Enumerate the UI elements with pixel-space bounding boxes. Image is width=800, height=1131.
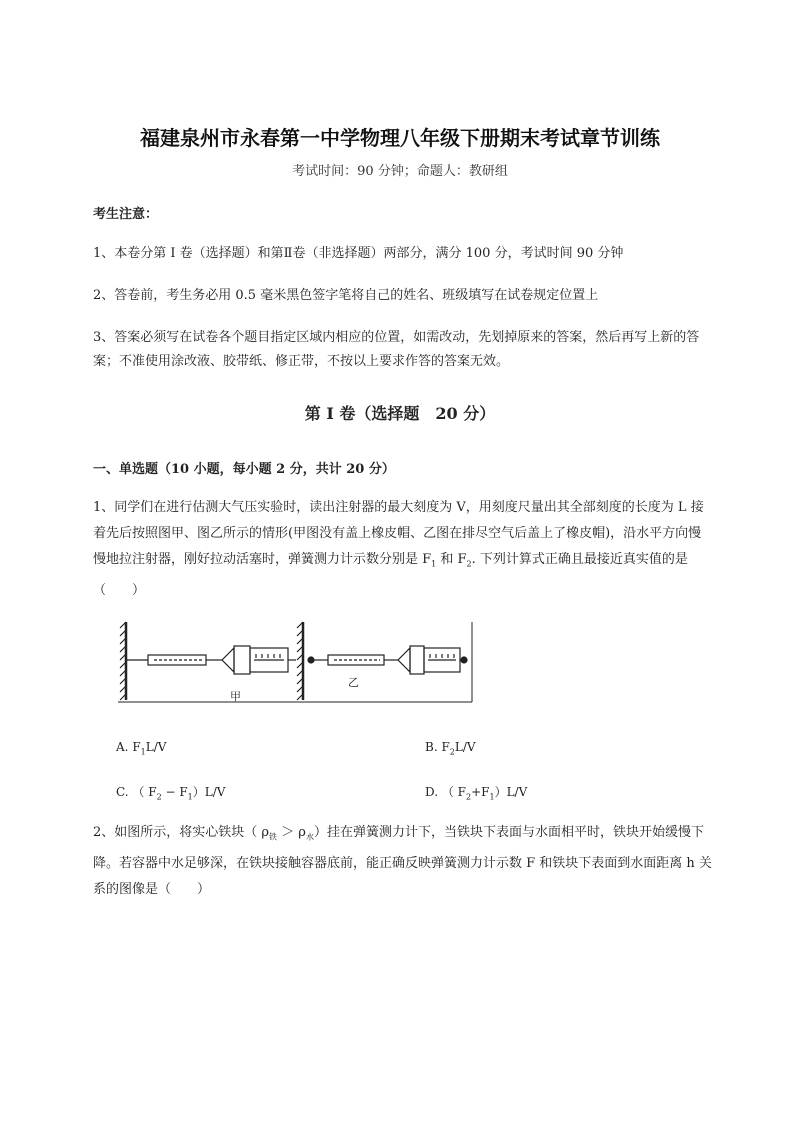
notice-item-1: 1、本卷分第 I 卷（选择题）和第Ⅱ卷（非选择题）两部分，满分 100 分，考试时间 90 分钟 (93, 246, 624, 261)
option-b[interactable] (425, 740, 476, 756)
option-c-sub-2: 1 (187, 792, 193, 802)
option-b-text: F (441, 740, 450, 754)
q1-sub-1: 1 (431, 559, 437, 569)
q1-sub-2: 2 (466, 559, 472, 569)
option-a-post: L/V (145, 740, 167, 754)
option-b-label: B. (425, 740, 438, 754)
figure-label-yi: 乙 (348, 676, 359, 689)
q1-text-a: 1、同学们在进行估测大气压实验时，读出注射器的最大刻度为 V，用刻度尺量出其全部刻度的长度为 L 接着先后按照图甲、图乙所示的情形(甲图没有盖上橡皮帽、乙图在排尽空气后盖上了橡皮帽)，沿水平方向慢慢地拉注射器，刚好拉动活塞时，弹簧测力计示数分别是 F (93, 500, 704, 567)
notice-item-3: 3、答案必须写在试卷各个题目指定区域内相应的位置，如需改动，先划掉原来的答案，然后再写上新的答案；不准使用涂改液、胶带纸、修正带，不按以上要求作答的答案无效。 (93, 330, 700, 369)
notice-heading: 考生注意： (93, 207, 159, 222)
notice-item-2: 2、答卷前，考生务必用 0.5 毫米黑色签字笔将自己的姓名、班级填写在试卷规定位置上 (93, 288, 599, 303)
q2-text-b: ＞ ρ (277, 825, 306, 840)
q2-sub-2: 水 (305, 832, 314, 842)
option-c-sub-1: 2 (156, 792, 162, 802)
option-a-sub: 1 (140, 747, 146, 757)
page-title: 福建泉州市永春第一中学物理八年级下册期末考试章节训练 (140, 126, 660, 150)
exam-info: 考试时间：90 分钟；命题人：教研组 (292, 164, 508, 179)
option-c-text: （ F (132, 785, 157, 799)
option-c-label: C. (116, 785, 129, 799)
option-d-post: ）L/V (494, 785, 528, 799)
option-d-text: （ F (441, 785, 466, 799)
q1-text-b: 和 F (436, 552, 467, 567)
q2-sub-1: 铁 (269, 832, 278, 842)
option-b-sub: 2 (449, 747, 455, 757)
option-d-mid: +F (471, 785, 490, 799)
option-b-post: L/V (454, 740, 476, 754)
option-d-sub-1: 2 (466, 792, 472, 802)
option-d[interactable] (425, 783, 527, 801)
question-2 (93, 820, 713, 903)
option-d-label: D. (425, 785, 439, 799)
option-a[interactable] (116, 740, 166, 756)
option-a-label: A. (116, 740, 129, 754)
q1-text-c: . 下列计算式正确且最接近真实值的是（ ） (93, 552, 688, 598)
section-title: 第 I 卷（选择题 20 分） (304, 404, 496, 423)
question-1 (93, 495, 713, 604)
q2-text-a: 2、如图所示，将实心铁块（ ρ (93, 825, 270, 840)
option-c-mid: − F (161, 785, 188, 799)
option-d-sub-2: 1 (489, 792, 495, 802)
option-c[interactable] (116, 783, 225, 801)
option-c-post: ）L/V (192, 785, 226, 799)
figure-label-jia: 甲 (230, 690, 241, 703)
syringe-figure (118, 618, 476, 710)
q2-text-c: ）挂在弹簧测力计下，当铁块下表面与水面相平时，铁块开始缓慢下降。若容器中水足够深，在铁块接触容器底前，能正确反映弹簧测力计示数 F 和铁块下表面到水面距离 h 关系的图像是（ ） (93, 825, 712, 897)
option-a-text: F (132, 740, 141, 754)
syringe-diagram (118, 618, 476, 710)
part-heading: 一、单选题（10 小题，每小题 2 分，共计 20 分） (93, 462, 395, 477)
